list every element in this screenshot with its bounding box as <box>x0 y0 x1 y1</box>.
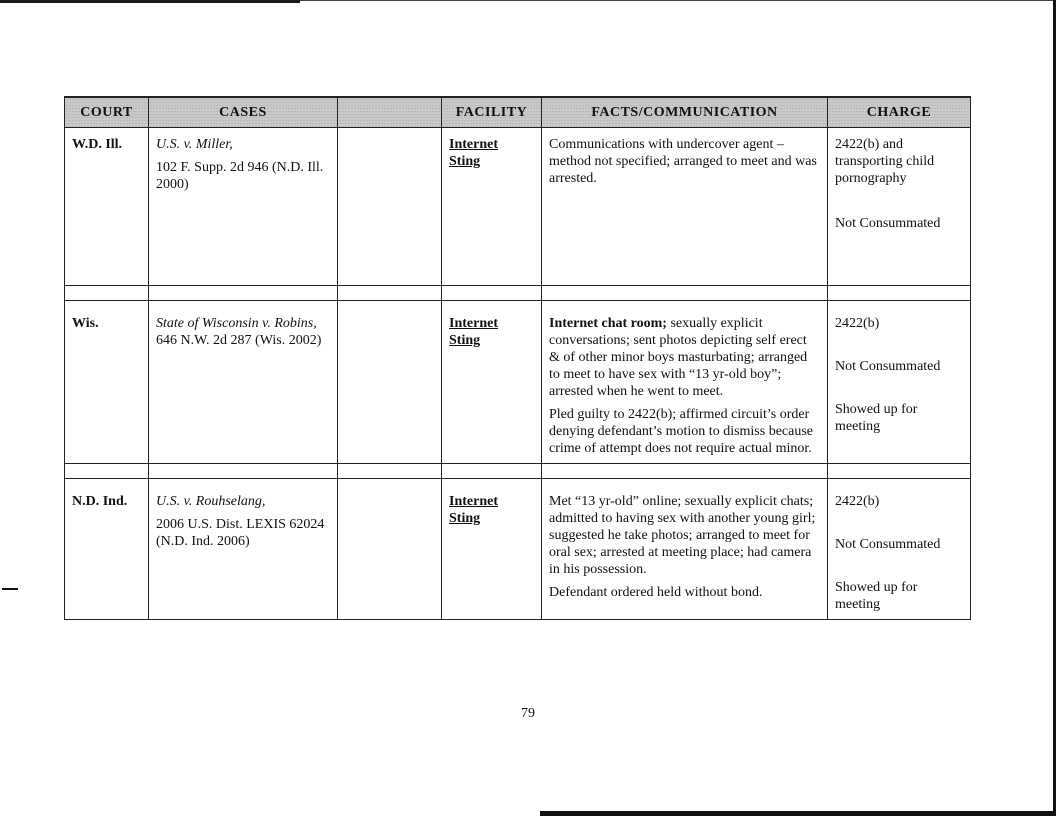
charge-cell <box>828 128 971 286</box>
case-name: U.S. v. Miller, <box>156 137 233 152</box>
table-row <box>65 301 971 464</box>
header-charge: CHARGE <box>828 97 971 128</box>
facts-cell <box>542 479 828 620</box>
scan-edge-bottom <box>540 811 1056 816</box>
facility-line1: Internet <box>449 494 498 509</box>
facility-line1: Internet <box>449 316 498 331</box>
charge-text: 2422(b) and transporting child pornography <box>835 137 935 186</box>
charge-status: Not Consummated <box>835 216 941 231</box>
facility-cell <box>442 479 542 620</box>
facts-outcome: Defendant ordered held without bond. <box>549 585 763 600</box>
charge-text: 2422(b) <box>835 316 880 331</box>
blank-cell <box>338 479 442 620</box>
case-citation: 102 F. Supp. 2d 946 (N.D. Ill. 2000) <box>156 160 324 192</box>
scan-edge-top-thin <box>300 0 1056 1</box>
header-cases: CASES <box>149 97 338 128</box>
case-citation: 2006 U.S. Dist. LEXIS 62024 (N.D. Ind. 2006) <box>156 517 325 549</box>
header-court: COURT <box>65 97 149 128</box>
facts-text: Communications with undercover agent – method not specified; arranged to meet and was arrested. <box>549 137 817 186</box>
header-facility: FACILITY <box>442 97 542 128</box>
charge-cell <box>828 301 971 464</box>
margin-mark <box>2 588 18 590</box>
facts-cell <box>542 128 828 286</box>
header-blank <box>338 97 442 128</box>
spacer-row <box>65 286 971 301</box>
table-row <box>65 479 971 620</box>
facility-line1: Internet <box>449 137 498 152</box>
charge-cell <box>828 479 971 620</box>
charge-text: 2422(b) <box>835 494 880 509</box>
court-cell: Wis. <box>65 301 149 464</box>
charge-note: Showed up for meeting <box>835 580 918 612</box>
case-name: State of Wisconsin v. Robins, <box>156 316 317 331</box>
facility-line2: Sting <box>449 511 481 526</box>
scan-edge-top <box>0 0 300 3</box>
header-facts: FACTS/COMMUNICATION <box>542 97 828 128</box>
spacer-row <box>65 464 971 479</box>
facility-cell <box>442 128 542 286</box>
case-reference <box>156 315 331 349</box>
case-cell <box>149 301 338 464</box>
facts-cell <box>542 301 828 464</box>
table-row <box>65 128 971 286</box>
facts-text: sexually explicit conversations; sent photos depicting self erect & of other minor boys masturbating; arranged to meet to have sex with “13 yr-old boy”; arrested when he went to meet. <box>549 316 808 399</box>
case-name: U.S. v. Rouhselang, <box>156 494 266 509</box>
charge-status: Not Consummated <box>835 537 941 552</box>
blank-cell <box>338 128 442 286</box>
case-cell <box>149 128 338 286</box>
court-cell: N.D. Ind. <box>65 479 149 620</box>
facility-line2: Sting <box>449 333 481 348</box>
charge-status: Not Consummated <box>835 359 941 374</box>
case-cell <box>149 479 338 620</box>
facts-bold: Internet chat room; <box>549 316 667 331</box>
court-cell: W.D. Ill. <box>65 128 149 286</box>
case-citation: 646 N.W. 2d 287 (Wis. 2002) <box>156 333 322 348</box>
facility-cell <box>442 301 542 464</box>
blank-cell <box>338 301 442 464</box>
charge-note: Showed up for meeting <box>835 402 918 434</box>
table-header-row <box>65 97 971 128</box>
facility-line2: Sting <box>449 154 481 169</box>
cases-table <box>64 96 971 620</box>
page-number: 79 <box>521 706 535 721</box>
facts-outcome: Pled guilty to 2422(b); affirmed circuit’s order denying defendant’s motion to dismiss because crime of attempt does not require actual minor. <box>549 407 814 456</box>
facts-text-wrap <box>549 315 821 400</box>
facts-text: Met “13 yr-old” online; sexually explicit chats; admitted to having sex with another young girl; suggested he take photos; arranged to meet for oral sex; arrested at meeting place; had camera in his possession. <box>549 494 816 577</box>
